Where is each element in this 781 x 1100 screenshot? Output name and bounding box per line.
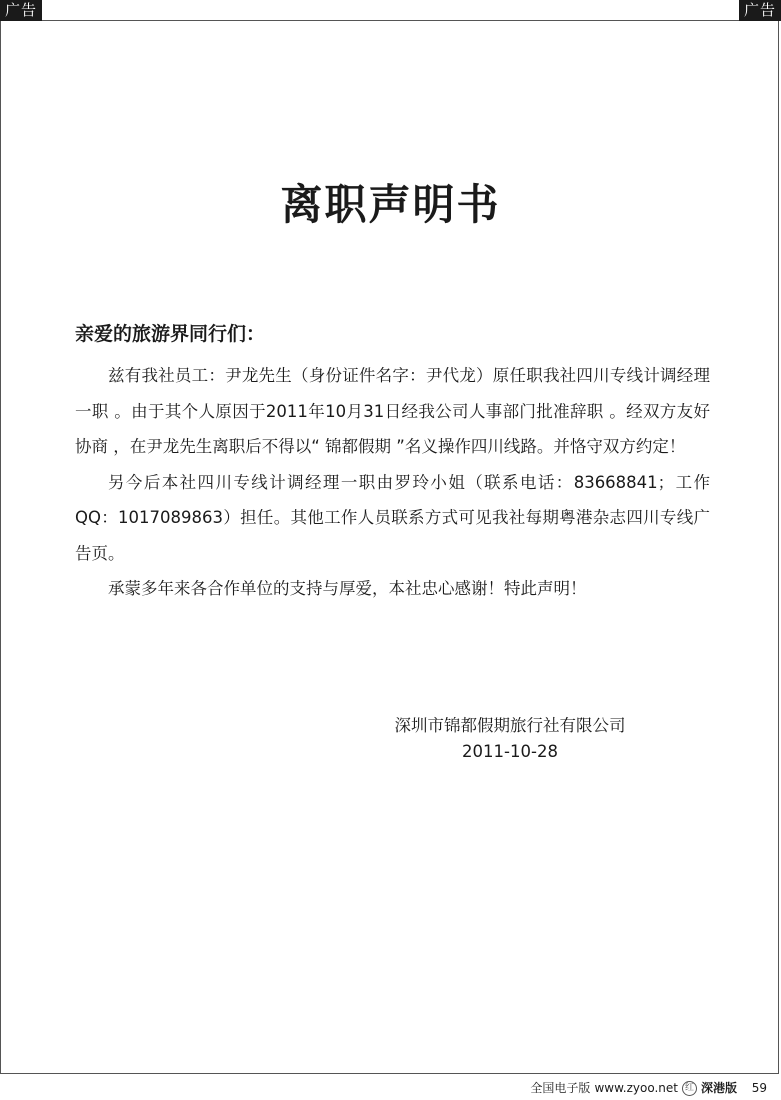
signature-company: 深圳市锦都假期旅行社有限公司: [394, 716, 626, 735]
footer-website-link[interactable]: www.zyoo.net: [594, 1081, 678, 1095]
paragraph-3: 承蒙多年来各合作单位的支持与厚爱，本社忠心感谢！特此声明！: [108, 579, 587, 598]
page-footer: [530, 1080, 737, 1096]
ad-label-right: 广告: [739, 0, 781, 21]
document-title: 离职声明书: [280, 180, 501, 229]
document-body: [75, 358, 710, 607]
magazine-logo-icon: 红: [682, 1081, 697, 1096]
signature-block: [360, 713, 660, 765]
ad-label-left: 广告: [0, 0, 42, 21]
greeting: 亲爱的旅游界同行们：: [75, 323, 266, 345]
signature-date: 2011-10-28: [462, 742, 558, 761]
footer-edition-label: 全国电子版: [530, 1081, 591, 1095]
page-number: 59: [751, 1081, 767, 1095]
footer-region-label: 深港版: [700, 1081, 737, 1095]
paragraph-1: 兹有我社员工：尹龙先生（身份证件名字：尹代龙）原任职我社四川专线计调经理一职 。由于其个人原因于2011年10月31日经我公司人事部门批准辞职 。经双方友好协商 ，在尹龙先生离职后不得以“ 锦都假期 ”名义操作四川线路。并恪守双方约定！: [75, 366, 710, 456]
paragraph-2: 另今后本社四川专线计调经理一职由罗玲小姐（联系电话：83668841；工作QQ：1017089863）担任。其他工作人员联系方式可见我社每期粤港杂志四川专线广告页。: [75, 472, 710, 563]
